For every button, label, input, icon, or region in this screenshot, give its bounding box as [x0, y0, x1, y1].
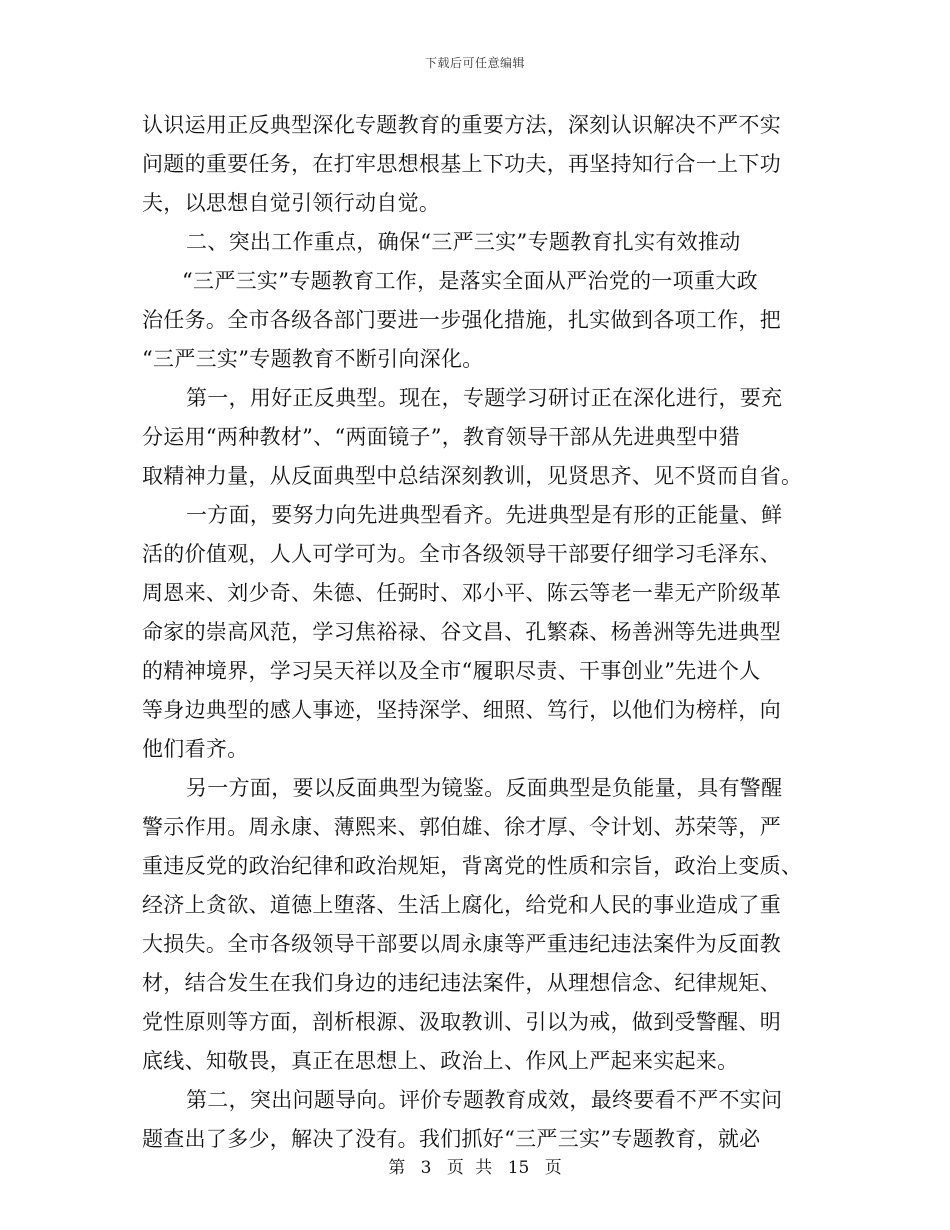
page-header: 下载后可任意编辑 [424, 56, 525, 70]
text-line: 经济上贪欲、道德上堕落、生活上腐化，给党和人民的事业造成了重 [142, 893, 781, 917]
text-line: 他们看齐。 [142, 737, 249, 761]
text-line: 底线、知敬畏，真正在思想上、政治上、作风上严起来实起来。 [142, 1049, 739, 1073]
text-line: 另一方面，要以反面典型为镜鉴。反面典型是负能量，具有警醒 [186, 776, 783, 800]
text-line: 材，结合发生在我们身边的违纪违法案件，从理想信念、纪律规矩、 [142, 971, 781, 995]
text-line: 问题的重要任务，在打牢思想根基上下功夫，再坚持知行合一上下功 [142, 152, 781, 176]
text-line: “三严三实”专题教育工作，是落实全面从严治党的一项重大政 [182, 269, 758, 293]
current-page-number: 3 [420, 1158, 432, 1178]
text-line: 周恩来、刘少奇、朱德、任弼时、邓小平、陈云等老一辈无产阶级革 [142, 581, 781, 605]
text-line: 大损失。全市各级领导干部要以周永康等严重违纪违法案件为反面教 [142, 932, 781, 956]
text-line: 党性原则等方面，剖析根源、汲取教训、引以为戒，做到受警醒、明 [142, 1010, 781, 1034]
page-label-mid: 页 共 [446, 1158, 493, 1178]
text-line: 第一，用好正反典型。现在，专题学习研讨正在深化进行，要充 [186, 386, 783, 410]
text-line: 的精神境界，学习吴天祥以及全市“履职尽责、干事创业”先进个人 [142, 659, 761, 683]
total-pages-number: 15 [507, 1158, 530, 1178]
text-line: 命家的崇高风范，学习焦裕禄、谷文昌、孔繁森、杨善洲等先进典型 [142, 620, 781, 644]
text-line: 第二，突出问题导向。评价专题教育成效，最终要看不严不实问 [186, 1088, 783, 1112]
text-line: 等身边典型的感人事迹，坚持深学、细照、笃行，以他们为榜样，向 [142, 698, 781, 722]
text-line: 重违反党的政治纪律和政治规矩，背离党的性质和宗旨，政治上变质、 [142, 854, 803, 878]
section-heading: 二、突出工作重点，确保“三严三实”专题教育扎实有效推动 [186, 230, 741, 254]
document-body [142, 106, 802, 1159]
text-line: 认识运用正反典型深化专题教育的重要方法，深刻认识解决不严不实 [142, 113, 781, 137]
text-line: 活的价值观，人人可学可为。全市各级领导干部要仔细学习毛泽东、 [142, 542, 781, 566]
text-line: “三严三实”专题教育不断引向深化。 [142, 347, 484, 371]
text-line: 一方面，要努力向先进典型看齐。先进典型是有形的正能量、鲜 [186, 503, 783, 527]
text-line: 取精神力量，从反面典型中总结深刻教训，见贤思齐、见不贤而自省。 [142, 464, 803, 488]
text-line: 夫，以思想自觉引领行动自觉。 [142, 191, 441, 215]
text-line: 题查出了多少，解决了没有。我们抓好“三严三实”专题教育，就必 [142, 1127, 761, 1151]
page-label-suffix: 页 [544, 1158, 562, 1178]
page-label-prefix: 第 [388, 1158, 406, 1178]
text-line: 治任务。全市各级各部门要进一步强化措施，扎实做到各项工作，把 [142, 308, 781, 332]
text-line: 分运用“两种教材”、“两面镜子”，教育领导干部从先进典型中猎 [142, 425, 740, 449]
text-line: 警示作用。周永康、薄熙来、郭伯雄、徐才厚、令计划、苏荣等，严 [142, 815, 781, 839]
page-footer [0, 1153, 950, 1178]
